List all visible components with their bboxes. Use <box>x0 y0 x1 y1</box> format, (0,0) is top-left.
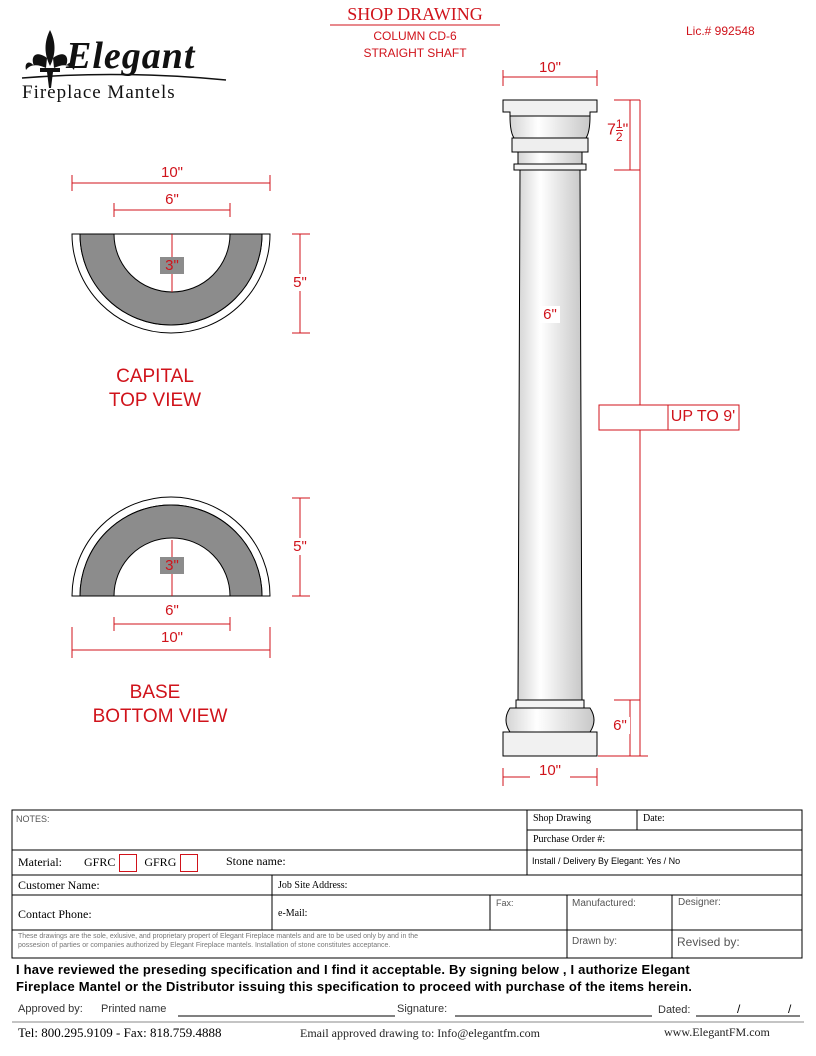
column-elevation-drawing <box>503 100 597 756</box>
approval-statement-line-1: I have reviewed the preseding specification and I find it acceptable. By signing below , I authorize Elegant <box>16 962 690 977</box>
purchase-order-label: Purchase Order #: <box>533 834 606 845</box>
material-row <box>18 854 202 872</box>
job-site-label: Job Site Address: <box>278 880 348 891</box>
designer-label: Designer: <box>678 897 721 908</box>
revised-by-label: Revised by: <box>677 935 740 949</box>
capital-height-whole: 7 <box>607 121 616 139</box>
gfrg-label: GFRG <box>144 854 177 869</box>
capital-top-view-drawing <box>72 234 270 333</box>
date-slash-2: / <box>788 1002 792 1016</box>
gfrc-label: GFRC <box>83 854 116 869</box>
capital-view-title: CAPITAL <box>116 366 194 387</box>
capital-height-num: 1 <box>615 117 623 131</box>
base-view-title: BASE <box>129 682 181 703</box>
printed-name-label: Printed name <box>101 1003 167 1015</box>
notes-label: NOTES: <box>16 814 50 824</box>
capital-height-unit: " <box>622 121 629 139</box>
approval-statement <box>16 961 692 995</box>
approval-signature-lines <box>12 1016 804 1022</box>
install-delivery-label: Install / Delivery By Elegant: Yes / No <box>532 856 681 866</box>
legal-line-2: possesion of parties or companies authorized by Elegant Fireplace mantels. Installation of stone constitutes acceptance. <box>18 942 391 949</box>
shaft-diameter-label: 6" <box>540 306 560 323</box>
base-view-subtitle: BOTTOM VIEW <box>92 706 228 727</box>
footer-phone-fax: Tel: 800.295.9109 - Fax: 818.759.4888 <box>18 1025 222 1040</box>
gfrc-checkbox[interactable] <box>119 854 137 872</box>
logo-subtitle: Fireplace Mantels <box>22 82 176 103</box>
capital-view-subtitle: TOP VIEW <box>108 390 202 411</box>
fax-label: Fax: <box>496 898 514 908</box>
base-thickness-label: 3" <box>160 557 184 574</box>
base-outer-width-label: 10" <box>152 629 192 646</box>
legal-line-1: These drawings are the sole, exlusive, and proprietary propert of Elegant Fireplace mantels and are to be used only by and in the <box>18 933 419 940</box>
base-inner-width-label: 6" <box>152 602 192 619</box>
capital-height-den: 2 <box>615 130 623 144</box>
legal-notice <box>18 932 418 950</box>
capital-inner-width-label: 6" <box>165 191 179 208</box>
capital-depth-label: 5" <box>286 274 314 291</box>
license-number: Lic.# 992548 <box>686 24 755 38</box>
drawn-by-label: Drawn by: <box>572 936 618 947</box>
column-bottom-width-label: 10" <box>530 762 570 779</box>
column-top-width-label: 10" <box>530 59 570 76</box>
shop-drawing-label: Shop Drawing <box>533 813 592 824</box>
gfrg-checkbox[interactable] <box>180 854 198 872</box>
capital-height-label <box>607 118 628 143</box>
base-bottom-view-drawing <box>72 497 270 596</box>
logo-brand: Elegant <box>66 35 196 77</box>
model-name: COLUMN CD-6 <box>373 29 457 43</box>
base-height-label: 6" <box>610 717 630 734</box>
date-label: Date: <box>643 813 665 824</box>
stone-name-label: Stone name: <box>226 854 286 868</box>
contact-phone-label: Contact Phone: <box>18 907 92 921</box>
approved-by-label: Approved by: <box>18 1003 83 1015</box>
capital-thickness-label: 3" <box>160 257 184 274</box>
signature-label: Signature: <box>397 1003 448 1015</box>
base-depth-label: 5" <box>286 538 314 555</box>
material-label: Material: <box>18 854 62 869</box>
date-slash-1: / <box>737 1002 741 1016</box>
email-label: e-Mail: <box>278 908 308 919</box>
manufactured-label: Manufactured: <box>572 898 636 909</box>
shaft-type: STRAIGHT SHAFT <box>363 46 467 60</box>
column-height-label: UP TO 9' <box>670 408 736 425</box>
capital-outer-width-label: 10" <box>160 164 183 181</box>
footer-email[interactable]: Email approved drawing to: Info@elegantfm.com <box>300 1026 540 1040</box>
customer-name-label: Customer Name: <box>18 878 100 892</box>
dated-label: Dated: <box>658 1004 691 1016</box>
footer-website[interactable]: www.ElegantFM.com <box>664 1025 770 1039</box>
approval-statement-line-2: Fireplace Mantel or the Distributor issuing this specification to proceed with purchase of the items herein. <box>16 979 693 994</box>
page-title: SHOP DRAWING <box>347 4 483 24</box>
